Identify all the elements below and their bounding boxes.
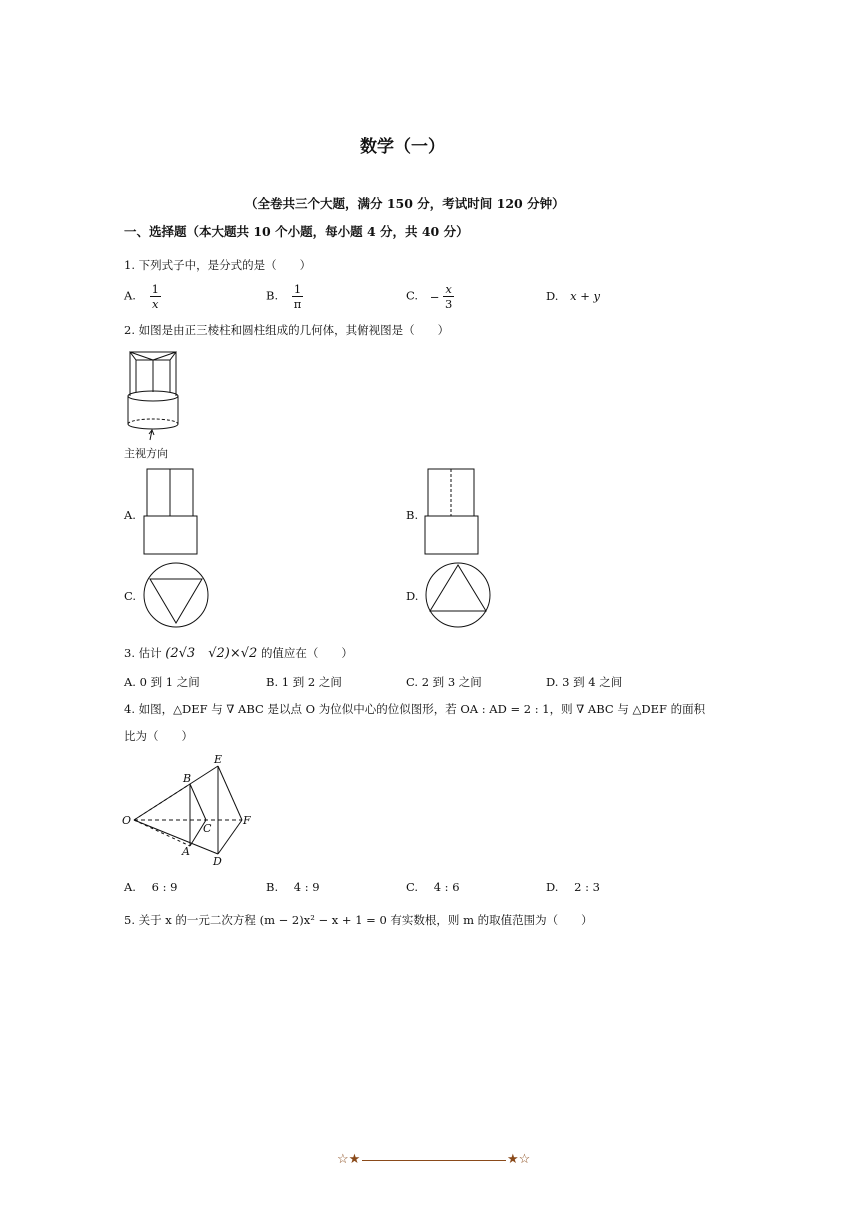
denominator: π: [293, 297, 302, 311]
q4-option-b[interactable]: [266, 880, 320, 894]
option-value: 6 : 9: [151, 880, 178, 894]
question-3-stem: [124, 642, 353, 661]
q2-option-d-figure: [424, 561, 494, 631]
label-o: O: [122, 814, 132, 827]
option-value: 2 : 3: [574, 880, 600, 894]
q3-option-c[interactable]: C. 2 到 3 之间: [406, 675, 482, 689]
label-d: D: [213, 855, 222, 868]
q3-option-a[interactable]: A. 0 到 1 之间: [124, 675, 200, 689]
homothety-figure: [122, 752, 257, 867]
option-label: C.: [406, 288, 419, 303]
figure-caption: 主视方向: [124, 447, 168, 460]
option-label: B.: [266, 880, 279, 894]
q3-option-d[interactable]: D. 3 到 4 之间: [546, 675, 623, 689]
numerator: x: [443, 282, 454, 297]
stem-suffix: 的值应在（ ）: [260, 646, 353, 660]
denominator: x: [152, 297, 159, 311]
q1-option-b[interactable]: [266, 282, 303, 311]
denominator: 3: [445, 297, 453, 311]
q4-option-d[interactable]: [546, 880, 600, 894]
math-expression: (2√3 √2)×√2: [165, 646, 258, 661]
footer-divider: [362, 1160, 506, 1161]
question-5-stem: 5. 关于 x 的一元二次方程 (m − 2)x² − x + 1 = 0 有实数根，则 m 的取值范围为（ ）: [124, 913, 593, 927]
numerator: 1: [151, 282, 159, 296]
q2-option-b-label[interactable]: B.: [406, 508, 419, 522]
q4-option-c[interactable]: [406, 880, 460, 894]
question-4-stem-line1: 4. 如图，△DEF 与 ∇ ABC 是以点 O 为位似中心的位似图形，若 OA : AD = 2 : 1，则 ∇ ABC 与 △DEF 的面积: [124, 702, 706, 716]
option-label: D.: [546, 880, 559, 894]
q4-option-a[interactable]: [124, 880, 177, 894]
label-e: E: [214, 753, 223, 766]
label-a: A: [182, 845, 190, 858]
question-4-stem-line2: 比为（ ）: [124, 729, 193, 743]
q2-option-d-label[interactable]: D.: [406, 589, 419, 603]
expression: x + y: [570, 289, 601, 303]
option-label: A.: [124, 880, 136, 894]
footer-stars-left: ☆★: [337, 1152, 361, 1167]
option-label: B.: [266, 288, 279, 303]
fraction: [150, 282, 161, 311]
exam-note: （全卷共三个大题，满分 150 分，考试时间 120 分钟）: [245, 196, 565, 211]
q2-option-a-figure: [143, 468, 199, 556]
q1-option-a[interactable]: [124, 282, 161, 311]
option-value: 4 : 9: [293, 880, 320, 894]
page-title: 数学（一）: [360, 137, 445, 157]
stem-prefix: 3. 估计: [124, 646, 162, 660]
q2-option-a-label[interactable]: A.: [124, 508, 136, 522]
label-f: F: [243, 814, 251, 827]
prism-cylinder-figure: [124, 346, 184, 442]
q1-option-d[interactable]: [546, 289, 600, 303]
option-label: A.: [124, 288, 136, 303]
label-b: B: [183, 772, 192, 785]
option-value: 4 : 6: [433, 880, 460, 894]
option-label: D.: [546, 289, 559, 303]
fraction: [443, 282, 454, 311]
minus-sign: −: [429, 289, 440, 304]
question-1-stem: 1. 下列式子中，是分式的是（ ）: [124, 258, 312, 272]
numerator: 1: [292, 282, 304, 297]
footer-stars-right: ★☆: [507, 1152, 531, 1167]
q2-option-c-label[interactable]: C.: [124, 589, 137, 603]
q2-option-b-figure: [424, 468, 480, 556]
q3-option-b[interactable]: B. 1 到 2 之间: [266, 675, 342, 689]
q2-option-c-figure: [142, 561, 212, 631]
option-label: C.: [406, 880, 419, 894]
section-heading: 一、选择题（本大题共 10 个小题，每小题 4 分，共 40 分）: [124, 224, 469, 239]
fraction: [292, 282, 304, 311]
q1-option-c[interactable]: [406, 282, 454, 311]
label-c: C: [203, 822, 212, 835]
question-2-stem: 2. 如图是由正三棱柱和圆柱组成的几何体，其俯视图是（ ）: [124, 323, 450, 337]
